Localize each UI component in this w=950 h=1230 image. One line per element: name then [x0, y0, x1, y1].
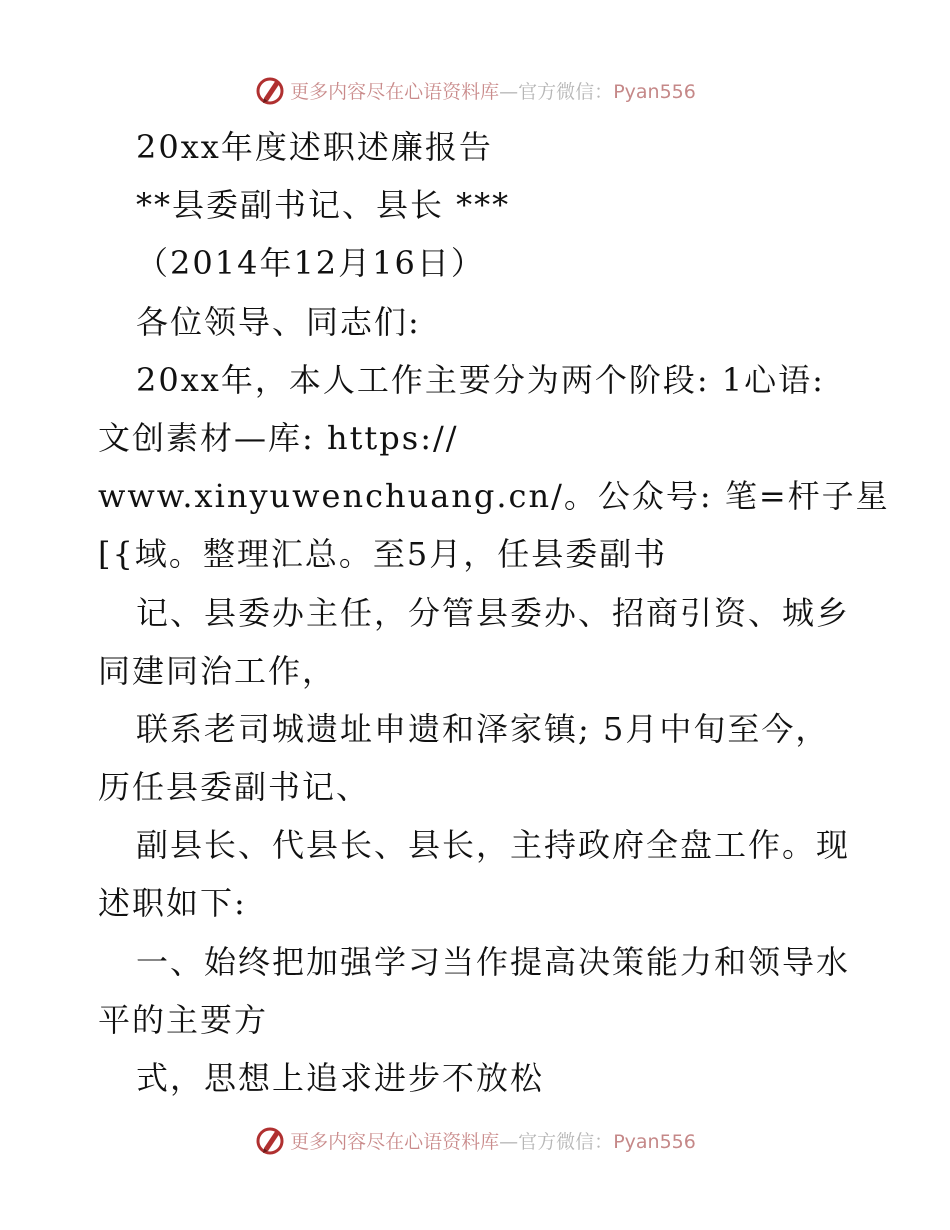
- banner-text: [290, 77, 696, 104]
- paragraph-line: 同建同治工作，: [98, 651, 337, 690]
- document-body: [98, 118, 890, 1107]
- banner-wechat-id: Pyan556: [613, 80, 696, 103]
- pen-nib-circle-icon: [254, 1124, 286, 1156]
- banner-wechat-label: 官方微信：: [518, 1130, 614, 1153]
- paragraph-line: 文创素材—库: https://: [98, 418, 459, 457]
- header-banner: [0, 70, 950, 110]
- section-heading-line: 平的主要方: [98, 1000, 269, 1039]
- paragraph-line: [{域。整理汇总。至5月，任县委副书: [98, 535, 668, 574]
- document-title: 20xx年度述职述廉报告: [136, 128, 493, 166]
- banner-main-text: 更多内容尽在心语资料库: [290, 80, 500, 103]
- section-heading-line: 一、始终把加强学习当作提高决策能力和领导水: [136, 942, 851, 981]
- paragraph-line: 20xx年，本人工作主要分为两个阶段: 1心语:: [136, 360, 825, 399]
- document-date: （2014年12月16日）: [136, 244, 485, 283]
- banner-wechat-label: 官方微信：: [518, 80, 614, 103]
- banner-separator: —: [499, 1130, 519, 1153]
- paragraph-line: 联系老司城遗址申遗和泽家镇; 5月中旬至今，: [136, 709, 830, 748]
- paragraph-line: www.xinyuwenchuang.cn/。公众号: 笔=杆子星: [98, 477, 890, 516]
- paragraph-line: 副县长、代县长、县长，主持政府全盘工作。现: [136, 826, 851, 865]
- banner-wechat-id: Pyan556: [613, 1130, 696, 1153]
- paragraph-line: 述职如下:: [98, 884, 247, 923]
- banner-separator: —: [499, 80, 519, 103]
- pen-nib-circle-icon: [254, 74, 286, 106]
- banner-text: [290, 1127, 696, 1154]
- paragraph-line: 历任县委副书记、: [98, 768, 371, 807]
- footer-banner: [0, 1120, 950, 1160]
- document-author: **县委副书记、县长 ***: [136, 186, 511, 225]
- salutation: 各位领导、同志们:: [136, 302, 421, 341]
- banner-main-text: 更多内容尽在心语资料库: [290, 1130, 500, 1153]
- paragraph-line: 式，思想上追求进步不放松: [136, 1059, 545, 1097]
- paragraph-line: 记、县委办主任，分管县委办、招商引资、城乡: [136, 593, 851, 632]
